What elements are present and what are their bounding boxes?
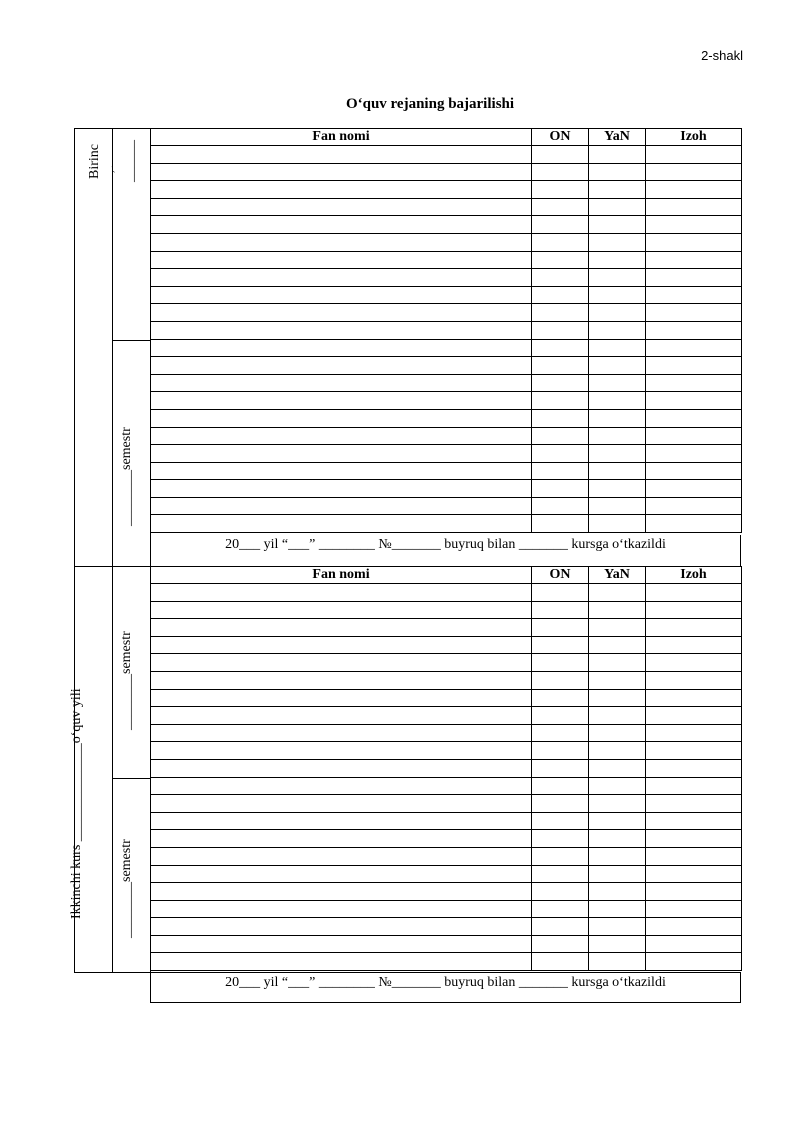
table-cell[interactable]	[646, 900, 742, 918]
table-cell[interactable]	[151, 357, 532, 375]
table-row	[151, 357, 742, 375]
table-cell[interactable]	[589, 847, 646, 865]
table-row	[151, 181, 742, 199]
table-cell[interactable]	[151, 795, 532, 813]
header-on: ON	[532, 129, 589, 146]
table-row	[151, 286, 742, 304]
form-number: 2-shakl	[701, 48, 743, 63]
table-cell[interactable]	[151, 847, 532, 865]
table-row	[151, 900, 742, 918]
table-cell[interactable]	[589, 427, 646, 445]
table-row	[151, 654, 742, 672]
table-cell[interactable]	[151, 269, 532, 287]
table-cell[interactable]	[646, 233, 742, 251]
course-1-label: Birinc	[87, 144, 102, 179]
course-2-subjects-table	[150, 566, 742, 971]
table-cell[interactable]	[151, 392, 532, 410]
table-cell[interactable]	[646, 935, 742, 953]
table-cell[interactable]	[646, 427, 742, 445]
header-subject-name: Fan nomi	[151, 129, 532, 146]
table-cell[interactable]	[589, 269, 646, 287]
table-cell[interactable]	[151, 900, 532, 918]
table-cell[interactable]	[151, 198, 532, 216]
table-row	[151, 918, 742, 936]
table-cell[interactable]	[589, 304, 646, 322]
header-izoh: Izoh	[646, 567, 742, 584]
table-cell[interactable]	[532, 304, 589, 322]
table-cell[interactable]	[589, 497, 646, 515]
course-1-side-panel	[74, 128, 151, 567]
table-cell[interactable]	[532, 601, 589, 619]
course-1-label-cont: , .	[105, 165, 116, 173]
table-cell[interactable]	[532, 480, 589, 498]
table-row	[151, 671, 742, 689]
transfer-order-line-2: 20___ yil “___” ________ №_______ buyruq bilan _______ kursga o‘tkazildi	[150, 972, 741, 1003]
table-cell[interactable]	[151, 883, 532, 901]
table-cell[interactable]	[532, 216, 589, 234]
table-cell[interactable]	[589, 935, 646, 953]
table-cell[interactable]	[589, 339, 646, 357]
table-cell[interactable]	[151, 181, 532, 199]
table-cell[interactable]	[646, 321, 742, 339]
table-cell[interactable]	[532, 181, 589, 199]
table-cell[interactable]	[151, 304, 532, 322]
table-cell[interactable]	[589, 286, 646, 304]
table-cell[interactable]	[589, 619, 646, 637]
table-cell[interactable]	[532, 198, 589, 216]
table-cell[interactable]	[532, 795, 589, 813]
table-row	[151, 374, 742, 392]
table-cell[interactable]	[151, 374, 532, 392]
table-cell[interactable]	[151, 146, 532, 164]
table-cell[interactable]	[646, 795, 742, 813]
table-cell[interactable]	[589, 759, 646, 777]
table-cell[interactable]	[646, 777, 742, 795]
table-cell[interactable]	[646, 462, 742, 480]
table-cell[interactable]	[646, 601, 742, 619]
table-row	[151, 707, 742, 725]
table-cell[interactable]	[151, 216, 532, 234]
table-cell[interactable]	[151, 321, 532, 339]
table-cell[interactable]	[646, 339, 742, 357]
page-title: O‘quv rejaning bajarilishi	[345, 96, 515, 112]
table-cell[interactable]	[646, 445, 742, 463]
table-cell[interactable]	[151, 619, 532, 637]
table-cell[interactable]	[589, 883, 646, 901]
table-cell[interactable]	[151, 724, 532, 742]
table-cell[interactable]	[589, 830, 646, 848]
table-row	[151, 251, 742, 269]
table-cell[interactable]	[589, 181, 646, 199]
table-cell[interactable]	[646, 216, 742, 234]
table-cell[interactable]	[589, 374, 646, 392]
table-row	[151, 619, 742, 637]
table-cell[interactable]	[151, 689, 532, 707]
table-cell[interactable]	[151, 163, 532, 181]
table-row	[151, 233, 742, 251]
table-cell[interactable]	[151, 462, 532, 480]
table-cell[interactable]	[589, 777, 646, 795]
table-cell[interactable]	[646, 865, 742, 883]
table-cell[interactable]	[151, 339, 532, 357]
table-cell[interactable]	[532, 865, 589, 883]
table-cell[interactable]	[589, 198, 646, 216]
table-cell[interactable]	[151, 409, 532, 427]
table-cell[interactable]	[532, 742, 589, 760]
table-row	[151, 198, 742, 216]
table-cell[interactable]	[646, 480, 742, 498]
table-cell[interactable]	[589, 689, 646, 707]
table-cell[interactable]	[532, 759, 589, 777]
table-row	[151, 216, 742, 234]
table-cell[interactable]	[151, 935, 532, 953]
table-cell[interactable]	[646, 724, 742, 742]
table-cell[interactable]	[646, 707, 742, 725]
transfer-order-line-1: 20___ yil “___” ________ №_______ buyruq bilan _______ kursga o‘tkazildi	[150, 535, 741, 567]
table-cell[interactable]	[532, 409, 589, 427]
table-cell[interactable]	[589, 584, 646, 602]
table-cell[interactable]	[646, 812, 742, 830]
table-cell[interactable]	[646, 883, 742, 901]
table-row	[151, 777, 742, 795]
table-cell[interactable]	[589, 812, 646, 830]
table-cell[interactable]	[151, 654, 532, 672]
table-cell[interactable]	[646, 198, 742, 216]
table-row	[151, 339, 742, 357]
table-cell[interactable]	[151, 812, 532, 830]
table-cell[interactable]	[151, 480, 532, 498]
table-cell[interactable]	[151, 759, 532, 777]
table-cell[interactable]	[532, 935, 589, 953]
table-cell[interactable]	[646, 584, 742, 602]
table-cell[interactable]	[589, 462, 646, 480]
table-cell[interactable]	[646, 181, 742, 199]
table-row	[151, 409, 742, 427]
table-cell[interactable]	[646, 619, 742, 637]
table-row	[151, 865, 742, 883]
table-row	[151, 515, 742, 533]
table-cell[interactable]	[532, 445, 589, 463]
table-cell[interactable]	[532, 830, 589, 848]
table-cell[interactable]	[646, 742, 742, 760]
course-2-semester-1-label: ________semestr	[119, 631, 134, 730]
table-cell[interactable]	[532, 357, 589, 375]
table-row	[151, 163, 742, 181]
table-cell[interactable]	[646, 357, 742, 375]
table-row	[151, 883, 742, 901]
course-2-label: Ikkinchi kurs ______________o‘quv yili	[69, 688, 84, 919]
table-row	[151, 497, 742, 515]
table-cell[interactable]	[532, 462, 589, 480]
table-cell[interactable]	[646, 304, 742, 322]
table-row	[151, 724, 742, 742]
header-yan: YaN	[589, 129, 646, 146]
table-row	[151, 146, 742, 164]
table-cell[interactable]	[589, 953, 646, 971]
course-1-semester-2-label: ________semestr	[119, 427, 134, 526]
table-cell[interactable]	[646, 847, 742, 865]
table-row	[151, 427, 742, 445]
table-cell[interactable]	[532, 900, 589, 918]
table-cell[interactable]	[532, 427, 589, 445]
table-cell[interactable]	[532, 515, 589, 533]
table-row	[151, 601, 742, 619]
table-cell[interactable]	[532, 671, 589, 689]
table-cell[interactable]	[589, 601, 646, 619]
course-2-semester-2-label: ________semestr	[119, 839, 134, 938]
table-cell[interactable]	[151, 918, 532, 936]
table-header-row	[151, 129, 742, 146]
table-cell[interactable]	[646, 374, 742, 392]
table-cell[interactable]	[532, 233, 589, 251]
table-cell[interactable]	[589, 233, 646, 251]
table-cell[interactable]	[646, 146, 742, 164]
table-cell[interactable]	[589, 671, 646, 689]
table-cell[interactable]	[589, 515, 646, 533]
table-row	[151, 636, 742, 654]
table-cell[interactable]	[151, 445, 532, 463]
table-cell[interactable]	[532, 392, 589, 410]
table-row	[151, 953, 742, 971]
table-cell[interactable]	[589, 795, 646, 813]
table-cell[interactable]	[589, 445, 646, 463]
table-cell[interactable]	[646, 251, 742, 269]
table-cell[interactable]	[532, 146, 589, 164]
table-cell[interactable]	[532, 777, 589, 795]
table-cell[interactable]	[589, 636, 646, 654]
table-cell[interactable]	[532, 269, 589, 287]
table-cell[interactable]	[532, 707, 589, 725]
table-cell[interactable]	[646, 953, 742, 971]
table-cell[interactable]	[589, 216, 646, 234]
table-cell[interactable]	[151, 601, 532, 619]
table-cell[interactable]	[589, 321, 646, 339]
table-row	[151, 269, 742, 287]
table-cell[interactable]	[151, 636, 532, 654]
table-cell[interactable]	[646, 286, 742, 304]
table-cell[interactable]	[151, 671, 532, 689]
header-on: ON	[532, 567, 589, 584]
table-row	[151, 689, 742, 707]
table-cell[interactable]	[646, 409, 742, 427]
table-row	[151, 304, 742, 322]
table-cell[interactable]	[532, 374, 589, 392]
table-cell[interactable]	[532, 918, 589, 936]
table-cell[interactable]	[151, 742, 532, 760]
table-cell[interactable]	[646, 918, 742, 936]
table-row	[151, 759, 742, 777]
table-cell[interactable]	[589, 392, 646, 410]
table-cell[interactable]	[646, 636, 742, 654]
table-cell[interactable]	[532, 619, 589, 637]
table-cell[interactable]	[589, 707, 646, 725]
table-cell[interactable]	[151, 233, 532, 251]
table-cell[interactable]	[151, 865, 532, 883]
table-row	[151, 321, 742, 339]
table-row	[151, 812, 742, 830]
table-cell[interactable]	[532, 847, 589, 865]
table-cell[interactable]	[532, 321, 589, 339]
table-cell[interactable]	[646, 497, 742, 515]
table-cell[interactable]	[532, 286, 589, 304]
table-cell[interactable]	[589, 654, 646, 672]
table-cell[interactable]	[646, 689, 742, 707]
course-1-subjects-table	[150, 128, 742, 533]
table-cell[interactable]	[646, 163, 742, 181]
table-cell[interactable]	[589, 724, 646, 742]
header-izoh: Izoh	[646, 129, 742, 146]
course-2-side-panel	[69, 566, 151, 973]
table-cell[interactable]	[151, 286, 532, 304]
table-cell[interactable]	[589, 357, 646, 375]
table-cell[interactable]	[151, 584, 532, 602]
table-cell[interactable]	[532, 812, 589, 830]
table-cell[interactable]	[151, 427, 532, 445]
table-cell[interactable]	[646, 515, 742, 533]
table-row	[151, 480, 742, 498]
table-cell[interactable]	[151, 497, 532, 515]
table-header-row	[151, 567, 742, 584]
table-cell[interactable]	[589, 251, 646, 269]
table-cell[interactable]	[589, 409, 646, 427]
table-row	[151, 742, 742, 760]
table-row	[151, 392, 742, 410]
table-cell[interactable]	[532, 584, 589, 602]
table-row	[151, 795, 742, 813]
table-cell[interactable]	[532, 883, 589, 901]
table-cell[interactable]	[532, 339, 589, 357]
table-cell[interactable]	[646, 269, 742, 287]
table-row	[151, 445, 742, 463]
table-cell[interactable]	[646, 392, 742, 410]
header-subject-name: Fan nomi	[151, 567, 532, 584]
table-cell[interactable]	[589, 742, 646, 760]
table-cell[interactable]	[532, 251, 589, 269]
table-cell[interactable]	[646, 759, 742, 777]
table-cell[interactable]	[151, 707, 532, 725]
table-cell[interactable]	[589, 146, 646, 164]
table-cell[interactable]	[151, 953, 532, 971]
table-row	[151, 830, 742, 848]
table-cell[interactable]	[532, 953, 589, 971]
table-cell[interactable]	[151, 777, 532, 795]
table-cell[interactable]	[589, 900, 646, 918]
table-cell[interactable]	[646, 671, 742, 689]
table-cell[interactable]	[532, 163, 589, 181]
table-row	[151, 462, 742, 480]
table-cell[interactable]	[646, 830, 742, 848]
table-cell[interactable]	[532, 654, 589, 672]
table-cell[interactable]	[151, 830, 532, 848]
table-cell[interactable]	[151, 251, 532, 269]
course-1-semester-1-label: ______	[122, 140, 137, 182]
table-cell[interactable]	[646, 654, 742, 672]
table-cell[interactable]	[532, 636, 589, 654]
table-row	[151, 584, 742, 602]
table-cell[interactable]	[589, 480, 646, 498]
table-cell[interactable]	[589, 865, 646, 883]
table-cell[interactable]	[589, 918, 646, 936]
header-yan: YaN	[589, 567, 646, 584]
table-cell[interactable]	[589, 163, 646, 181]
table-row	[151, 935, 742, 953]
table-cell[interactable]	[532, 497, 589, 515]
table-cell[interactable]	[532, 689, 589, 707]
table-cell[interactable]	[532, 724, 589, 742]
table-row	[151, 847, 742, 865]
table-cell[interactable]	[151, 515, 532, 533]
